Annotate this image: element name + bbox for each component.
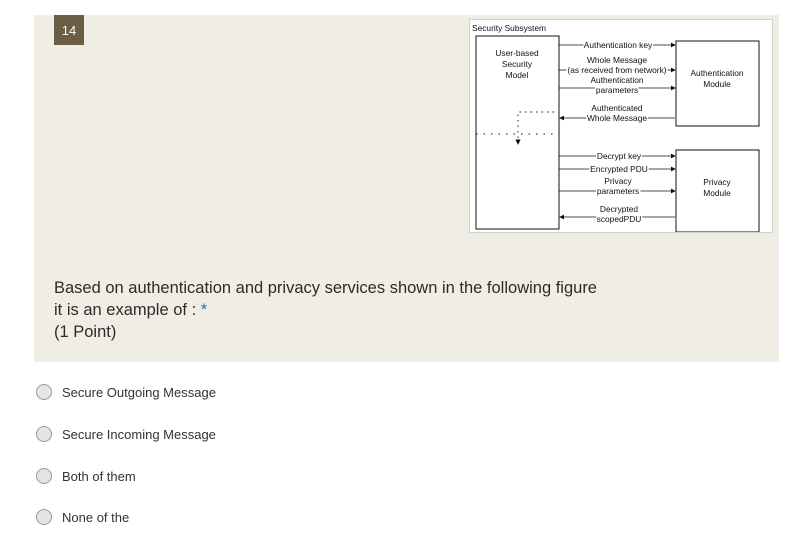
whole-message-label-1: Whole Message	[586, 55, 648, 65]
internal-flow-dotted	[518, 112, 554, 144]
privacy-params-label-1: Privacy	[604, 176, 632, 186]
auth-params-label-1: Authentication	[590, 75, 644, 85]
option-label: Secure Outgoing Message	[62, 384, 216, 400]
radio-button[interactable]	[36, 384, 52, 400]
privacy-module-label-1: Privacy	[703, 177, 731, 187]
usm-label-1: User-based	[495, 48, 539, 58]
radio-button[interactable]	[36, 509, 52, 525]
auth-module-label-1: Authentication	[690, 68, 744, 78]
subsystem-title: Security Subsystem	[472, 23, 547, 33]
option-label: Both of them	[62, 468, 136, 484]
decrypted-pdu-label-2: scopedPDU	[596, 214, 642, 224]
question-card	[34, 15, 779, 362]
security-subsystem-diagram	[470, 20, 772, 232]
question-number-badge: 14	[54, 15, 84, 45]
auth-params-label-2: parameters	[595, 85, 639, 95]
radio-button[interactable]	[36, 468, 52, 484]
decrypted-pdu-label-1: Decrypted	[599, 204, 639, 214]
authenticated-message-label-2: Whole Message	[586, 113, 648, 123]
required-marker: *	[200, 301, 208, 319]
option-secure-outgoing[interactable]	[34, 380, 334, 404]
encrypted-pdu-label: Encrypted PDU	[590, 164, 648, 174]
option-none[interactable]	[34, 505, 334, 529]
question-points: (1 Point)	[54, 323, 117, 341]
question-text-line-2-body: it is an example of :	[54, 301, 197, 319]
option-secure-incoming[interactable]	[34, 422, 334, 446]
auth-module-label-2: Module	[703, 79, 731, 89]
question-text-line-2	[54, 299, 654, 321]
option-label: None of the	[62, 509, 130, 525]
question-figure	[469, 19, 773, 233]
auth-key-label: Authentication key	[583, 40, 653, 50]
option-both[interactable]	[34, 464, 334, 488]
usm-label-3: Model	[505, 70, 529, 80]
whole-message-label-2: (as received from network)	[567, 65, 667, 75]
authenticated-message-label-1: Authenticated	[591, 103, 643, 113]
question-text-line-1: Based on authentication and privacy services shown in the following figure	[54, 279, 597, 297]
question-text	[54, 277, 654, 343]
privacy-params-label-2: parameters	[596, 186, 640, 196]
usm-label-2: Security	[501, 59, 533, 69]
option-label: Secure Incoming Message	[62, 426, 216, 442]
decrypt-key-label: Decrypt key	[596, 151, 642, 161]
privacy-module-label-2: Module	[703, 188, 731, 198]
radio-button[interactable]	[36, 426, 52, 442]
